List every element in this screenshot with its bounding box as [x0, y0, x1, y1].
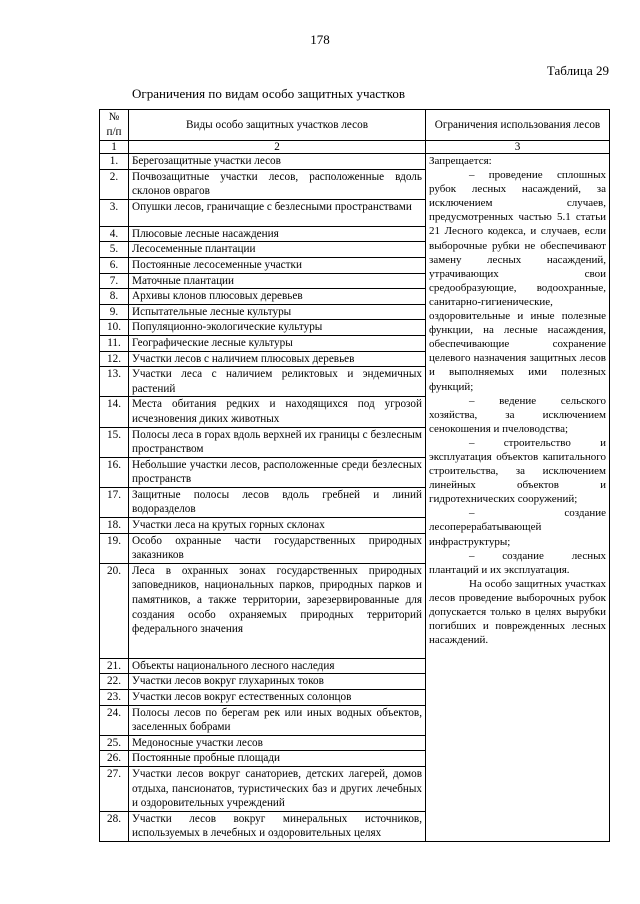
area-type: Почвозащитные участки лесов, расположенные вдоль склонов оврагов — [129, 169, 426, 199]
row-number: 21. — [100, 658, 129, 674]
area-type: Полосы лесов по берегам рек или иных водных объектов, заселенных бобрами — [129, 705, 426, 735]
column-number: 1 — [100, 141, 129, 154]
area-type: Медоносные участки лесов — [129, 735, 426, 751]
restriction-note: На особо защитных участках лесов проведение выборочных рубок допускается только в целях вырубки погибших и поврежденных лесных насаждений. — [429, 577, 606, 647]
row-number: 2. — [100, 169, 129, 199]
table-header-row — [100, 110, 610, 141]
row-number: 3. — [100, 199, 129, 226]
area-type: Участки леса с наличием реликтовых и эндемичных растений — [129, 367, 426, 397]
row-number: 4. — [100, 226, 129, 242]
row-number: 11. — [100, 335, 129, 351]
area-type: Участки леса на крутых горных склонах — [129, 518, 426, 534]
row-number: 7. — [100, 273, 129, 289]
restriction-item3: – строительство и эксплуатация объектов капитального строительства, за исключением линейных объектов и гидротехнических сооружений; — [429, 436, 606, 506]
area-type: Участки лесов с наличием плюсовых деревьев — [129, 351, 426, 367]
row-number: 15. — [100, 427, 129, 457]
header-restrictions: Ограничения использования лесов — [426, 110, 610, 141]
table-label: Таблица 29 — [546, 63, 609, 78]
area-type: Опушки лесов, граничащие с безлесными пространствами — [129, 199, 426, 226]
area-type: Географические лесные культуры — [129, 335, 426, 351]
restriction-item4: – создание лесоперерабатывающей инфраструктуры; — [429, 507, 606, 548]
page-number: 178 — [310, 32, 330, 47]
row-number: 25. — [100, 735, 129, 751]
table-title: Ограничения по видам особо защитных участков — [132, 86, 406, 101]
row-number: 8. — [100, 289, 129, 305]
area-type: Архивы клонов плюсовых деревьев — [129, 289, 426, 305]
row-number: 10. — [100, 320, 129, 336]
row-number: 22. — [100, 674, 129, 690]
row-number: 17. — [100, 487, 129, 517]
area-type: Объекты национального лесного наследия — [129, 658, 426, 674]
header-num: № п/п — [100, 110, 129, 141]
area-type: Защитные полосы лесов вдоль гребней и линий водоразделов — [129, 487, 426, 517]
area-type: Берегозащитные участки лесов — [129, 154, 426, 170]
restriction-item1: – проведение сплошных рубок лесных насаждений, за исключением случаев, предусмотренных частью 5.1 статьи 21 Лесного кодекса, и случаев, если выборочные рубки не обеспечивают замену лесных насаждений, утрачивающих свои средообразующие, водоохранные, санитарно-гигиенические, оздоровительные и иные полезные функции, на лесные насаждения, обеспечивающие сохранение целевого назначения защитных лесов и выполняемых ими полезных функций; — [429, 169, 606, 393]
area-type: Лесосеменные плантации — [129, 242, 426, 258]
area-type: Плюсовые лесные насаждения — [129, 226, 426, 242]
restrictions-cell — [426, 154, 610, 842]
area-type: Испытательные лесные культуры — [129, 304, 426, 320]
area-type: Постоянные пробные площади — [129, 751, 426, 767]
restriction-item5: – создание лесных плантаций и их эксплуатация. — [429, 549, 606, 576]
row-number: 24. — [100, 705, 129, 735]
area-type: Участки лесов вокруг естественных солонцов — [129, 690, 426, 706]
area-type: Места обитания редких и находящихся под угрозой исчезновения диких животных — [129, 397, 426, 427]
header-types: Виды особо защитных участков лесов — [129, 110, 426, 141]
row-number: 13. — [100, 367, 129, 397]
restriction-item2: – ведение сельского хозяйства, за исключением сенокошения и пчеловодства; — [429, 394, 606, 435]
restriction-intro: Запрещается: — [429, 155, 492, 167]
row-number: 12. — [100, 351, 129, 367]
row-number: 6. — [100, 257, 129, 273]
row-number: 27. — [100, 767, 129, 812]
row-number: 26. — [100, 751, 129, 767]
area-type: Леса в охранных зонах государственных природных заповедников, национальных парков, природных парков и памятников, а также территории, зарезервированные для создания особо охраняемых природных территорий федерального значения — [129, 563, 426, 658]
area-type: Небольшие участки лесов, расположенные среди безлесных пространств — [129, 457, 426, 487]
area-type: Участки лесов вокруг санаториев, детских лагерей, домов отдыха, пансионатов, туристических баз и других лечебных и оздоровительных учреждений — [129, 767, 426, 812]
area-type: Популяционно-экологические культуры — [129, 320, 426, 336]
area-type: Участки лесов вокруг глухариных токов — [129, 674, 426, 690]
column-number-row — [100, 141, 610, 154]
row-number: 9. — [100, 304, 129, 320]
table-row — [100, 154, 610, 170]
row-number: 16. — [100, 457, 129, 487]
restrictions-table — [99, 109, 610, 842]
area-type: Участки лесов вокруг минеральных источников, используемых в лечебных и оздоровительных целях — [129, 811, 426, 841]
row-number: 19. — [100, 533, 129, 563]
area-type: Полосы леса в горах вдоль верхней их границы с безлесным пространством — [129, 427, 426, 457]
row-number: 5. — [100, 242, 129, 258]
row-number: 14. — [100, 397, 129, 427]
row-number: 1. — [100, 154, 129, 170]
column-number: 3 — [426, 141, 610, 154]
column-number: 2 — [129, 141, 426, 154]
area-type: Особо охранные части государственных природных заказников — [129, 533, 426, 563]
row-number: 18. — [100, 518, 129, 534]
area-type: Постоянные лесосеменные участки — [129, 257, 426, 273]
row-number: 28. — [100, 811, 129, 841]
row-number: 23. — [100, 690, 129, 706]
area-type: Маточные плантации — [129, 273, 426, 289]
row-number: 20. — [100, 563, 129, 658]
